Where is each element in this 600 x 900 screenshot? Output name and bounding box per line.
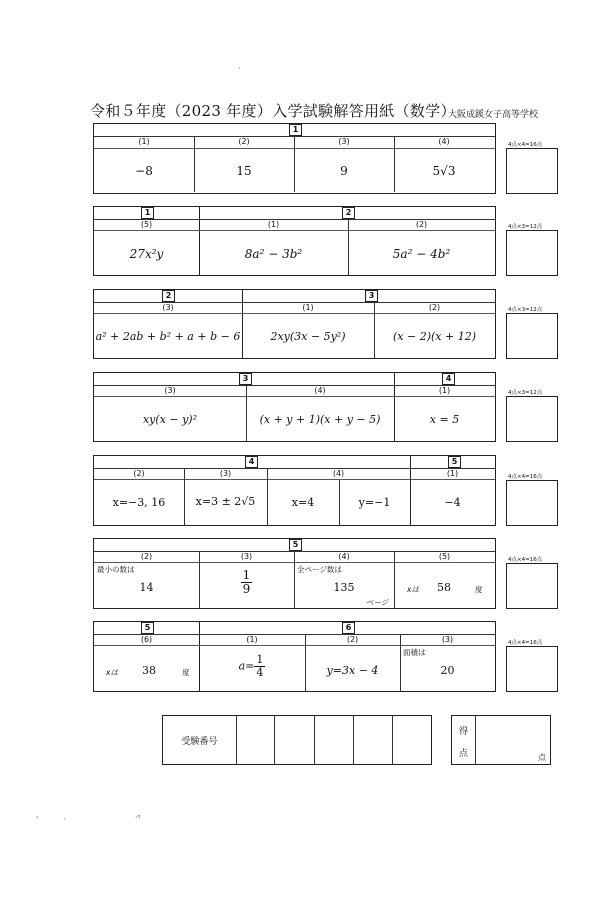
question-label: (2) bbox=[415, 220, 428, 229]
answer-prefix: 面積は bbox=[403, 648, 426, 657]
score-box[interactable] bbox=[506, 396, 558, 442]
answer-suffix: 度 bbox=[182, 668, 190, 677]
question-label: (2) bbox=[346, 635, 359, 644]
points-note: 4点×4=16点 bbox=[508, 557, 543, 563]
question-label: (2) bbox=[238, 137, 250, 146]
section-6-table bbox=[93, 538, 496, 609]
section-5-table bbox=[93, 455, 496, 526]
score-unit: 点 bbox=[538, 753, 546, 762]
fraction-denominator: 9 bbox=[242, 581, 251, 596]
score-box[interactable] bbox=[506, 480, 558, 526]
school-name: 大阪成蹊女子高等学校 bbox=[448, 110, 539, 120]
group-badge: 6 bbox=[342, 622, 355, 634]
answer-value: −8 bbox=[135, 164, 153, 178]
answer-value: −4 bbox=[444, 496, 461, 509]
question-label: (3) bbox=[240, 552, 253, 561]
score-label: 点 bbox=[459, 749, 469, 759]
question-label: (1) bbox=[438, 386, 451, 395]
fraction-denominator: 4 bbox=[256, 665, 264, 679]
exam-digit-box[interactable] bbox=[393, 716, 431, 764]
score-box[interactable] bbox=[506, 563, 558, 609]
answer-prefix: xは bbox=[407, 585, 419, 594]
exam-digit-box[interactable] bbox=[354, 716, 392, 764]
group-badge: 3 bbox=[239, 373, 252, 385]
answer-value: x=4 bbox=[291, 496, 315, 509]
answer-suffix: ページ bbox=[366, 598, 389, 607]
question-label: (1) bbox=[138, 137, 150, 146]
question-label: (4) bbox=[338, 552, 350, 561]
question-label: (6) bbox=[140, 635, 153, 644]
score-box[interactable] bbox=[506, 313, 558, 359]
question-label: (4) bbox=[314, 386, 326, 395]
section-1-table bbox=[93, 123, 496, 194]
answer-value: x=−3, 16 bbox=[112, 496, 166, 509]
group-badge: 2 bbox=[342, 207, 355, 219]
answer-value: 20 bbox=[440, 664, 455, 677]
section-3-table bbox=[93, 289, 496, 359]
section-4-table bbox=[93, 372, 496, 442]
question-label: (5) bbox=[438, 552, 451, 561]
group-badge: 5 bbox=[141, 622, 154, 634]
score-label: 得 bbox=[459, 727, 469, 737]
answer-fraction bbox=[199, 654, 305, 678]
score-box[interactable] bbox=[506, 230, 558, 276]
answer-value: 27x²y bbox=[129, 247, 164, 261]
question-label: (4) bbox=[332, 469, 345, 478]
answer-value: 8a² − 3b² bbox=[244, 247, 303, 261]
exam-digit-box[interactable] bbox=[237, 716, 274, 764]
question-label: (2) bbox=[133, 469, 145, 478]
group-badge: 1 bbox=[141, 207, 154, 219]
points-note: 4点×3=12点 bbox=[508, 390, 543, 396]
points-note: 4点×3=12点 bbox=[508, 307, 543, 313]
points-note: 4点×4=16点 bbox=[508, 640, 543, 646]
total-score-box[interactable] bbox=[451, 715, 551, 765]
answer-value: x = 5 bbox=[429, 413, 460, 426]
fraction-prefix: a= bbox=[238, 659, 255, 673]
points-note: 4点×3=12点 bbox=[508, 224, 543, 230]
question-label: (4) bbox=[438, 137, 450, 146]
question-label: (5) bbox=[140, 220, 153, 229]
answer-value: y=−1 bbox=[358, 496, 391, 509]
group-badge: 5 bbox=[289, 539, 302, 551]
answer-fraction bbox=[199, 569, 294, 595]
score-box[interactable] bbox=[506, 646, 558, 692]
stray-mark: ·ˣ bbox=[135, 813, 141, 822]
exam-digit-box[interactable] bbox=[275, 716, 314, 764]
fraction-numerator: 1 bbox=[256, 653, 264, 666]
question-label: (1) bbox=[302, 303, 314, 312]
points-note: 4点×4=16点 bbox=[508, 142, 543, 148]
answer-suffix: 度 bbox=[475, 585, 483, 594]
answer-value: 5√3 bbox=[432, 164, 456, 178]
question-label: (3) bbox=[441, 635, 454, 644]
answer-value: 2xy(3x − 5y²) bbox=[270, 330, 346, 343]
group-badge: 1 bbox=[289, 124, 302, 136]
answer-value: a² + 2ab + b² + a + b − 6 bbox=[95, 330, 241, 343]
question-label: (1) bbox=[246, 635, 258, 644]
answer-prefix: 最小の数は bbox=[97, 565, 135, 574]
exam-number-label: 受験番号 bbox=[181, 737, 218, 747]
answer-prefix: xは bbox=[106, 668, 118, 677]
page-title: 令和５年度（2023 年度）入学試験解答用紙（数学） bbox=[90, 102, 456, 120]
answer-value: 38 bbox=[142, 664, 156, 677]
group-badge: 2 bbox=[162, 290, 175, 302]
section-2-table bbox=[93, 206, 496, 276]
answer-value: 135 bbox=[333, 581, 355, 594]
answer-prefix: 全ページ数は bbox=[297, 565, 342, 574]
group-badge: 4 bbox=[245, 456, 258, 468]
question-label: (2) bbox=[140, 552, 153, 561]
question-label: (3) bbox=[164, 386, 176, 395]
fraction-numerator: 1 bbox=[242, 568, 251, 582]
question-label: (3) bbox=[219, 469, 232, 478]
answer-value: x=3 ± 2√5 bbox=[195, 495, 256, 508]
question-label: (3) bbox=[162, 303, 174, 312]
exam-digit-box[interactable] bbox=[315, 716, 353, 764]
score-box[interactable] bbox=[506, 148, 558, 194]
stray-mark: · bbox=[238, 64, 241, 73]
question-label: (2) bbox=[428, 303, 441, 312]
question-label: (3) bbox=[338, 137, 350, 146]
exam-number-grid bbox=[162, 715, 432, 765]
question-label: (1) bbox=[267, 220, 280, 229]
question-label: (1) bbox=[446, 469, 459, 478]
answer-value: (x − 2)(x + 12) bbox=[393, 330, 476, 343]
section-7-table bbox=[93, 621, 496, 692]
answer-value: y=3x − 4 bbox=[326, 664, 379, 677]
answer-value: 14 bbox=[139, 581, 154, 594]
answer-value: 15 bbox=[236, 164, 252, 178]
group-badge: 3 bbox=[365, 290, 378, 302]
points-note: 4点×4=16点 bbox=[508, 474, 543, 480]
answer-value: xy(x − y)² bbox=[142, 413, 198, 426]
group-badge: 5 bbox=[448, 456, 461, 468]
answer-value: 58 bbox=[437, 581, 451, 594]
answer-value: 9 bbox=[340, 164, 348, 178]
answer-value: 5a² − 4b² bbox=[392, 247, 451, 261]
stray-mark: ' · bbox=[36, 815, 67, 824]
group-badge: 4 bbox=[442, 373, 455, 385]
answer-value: (x + y + 1)(x + y − 5) bbox=[259, 413, 381, 426]
